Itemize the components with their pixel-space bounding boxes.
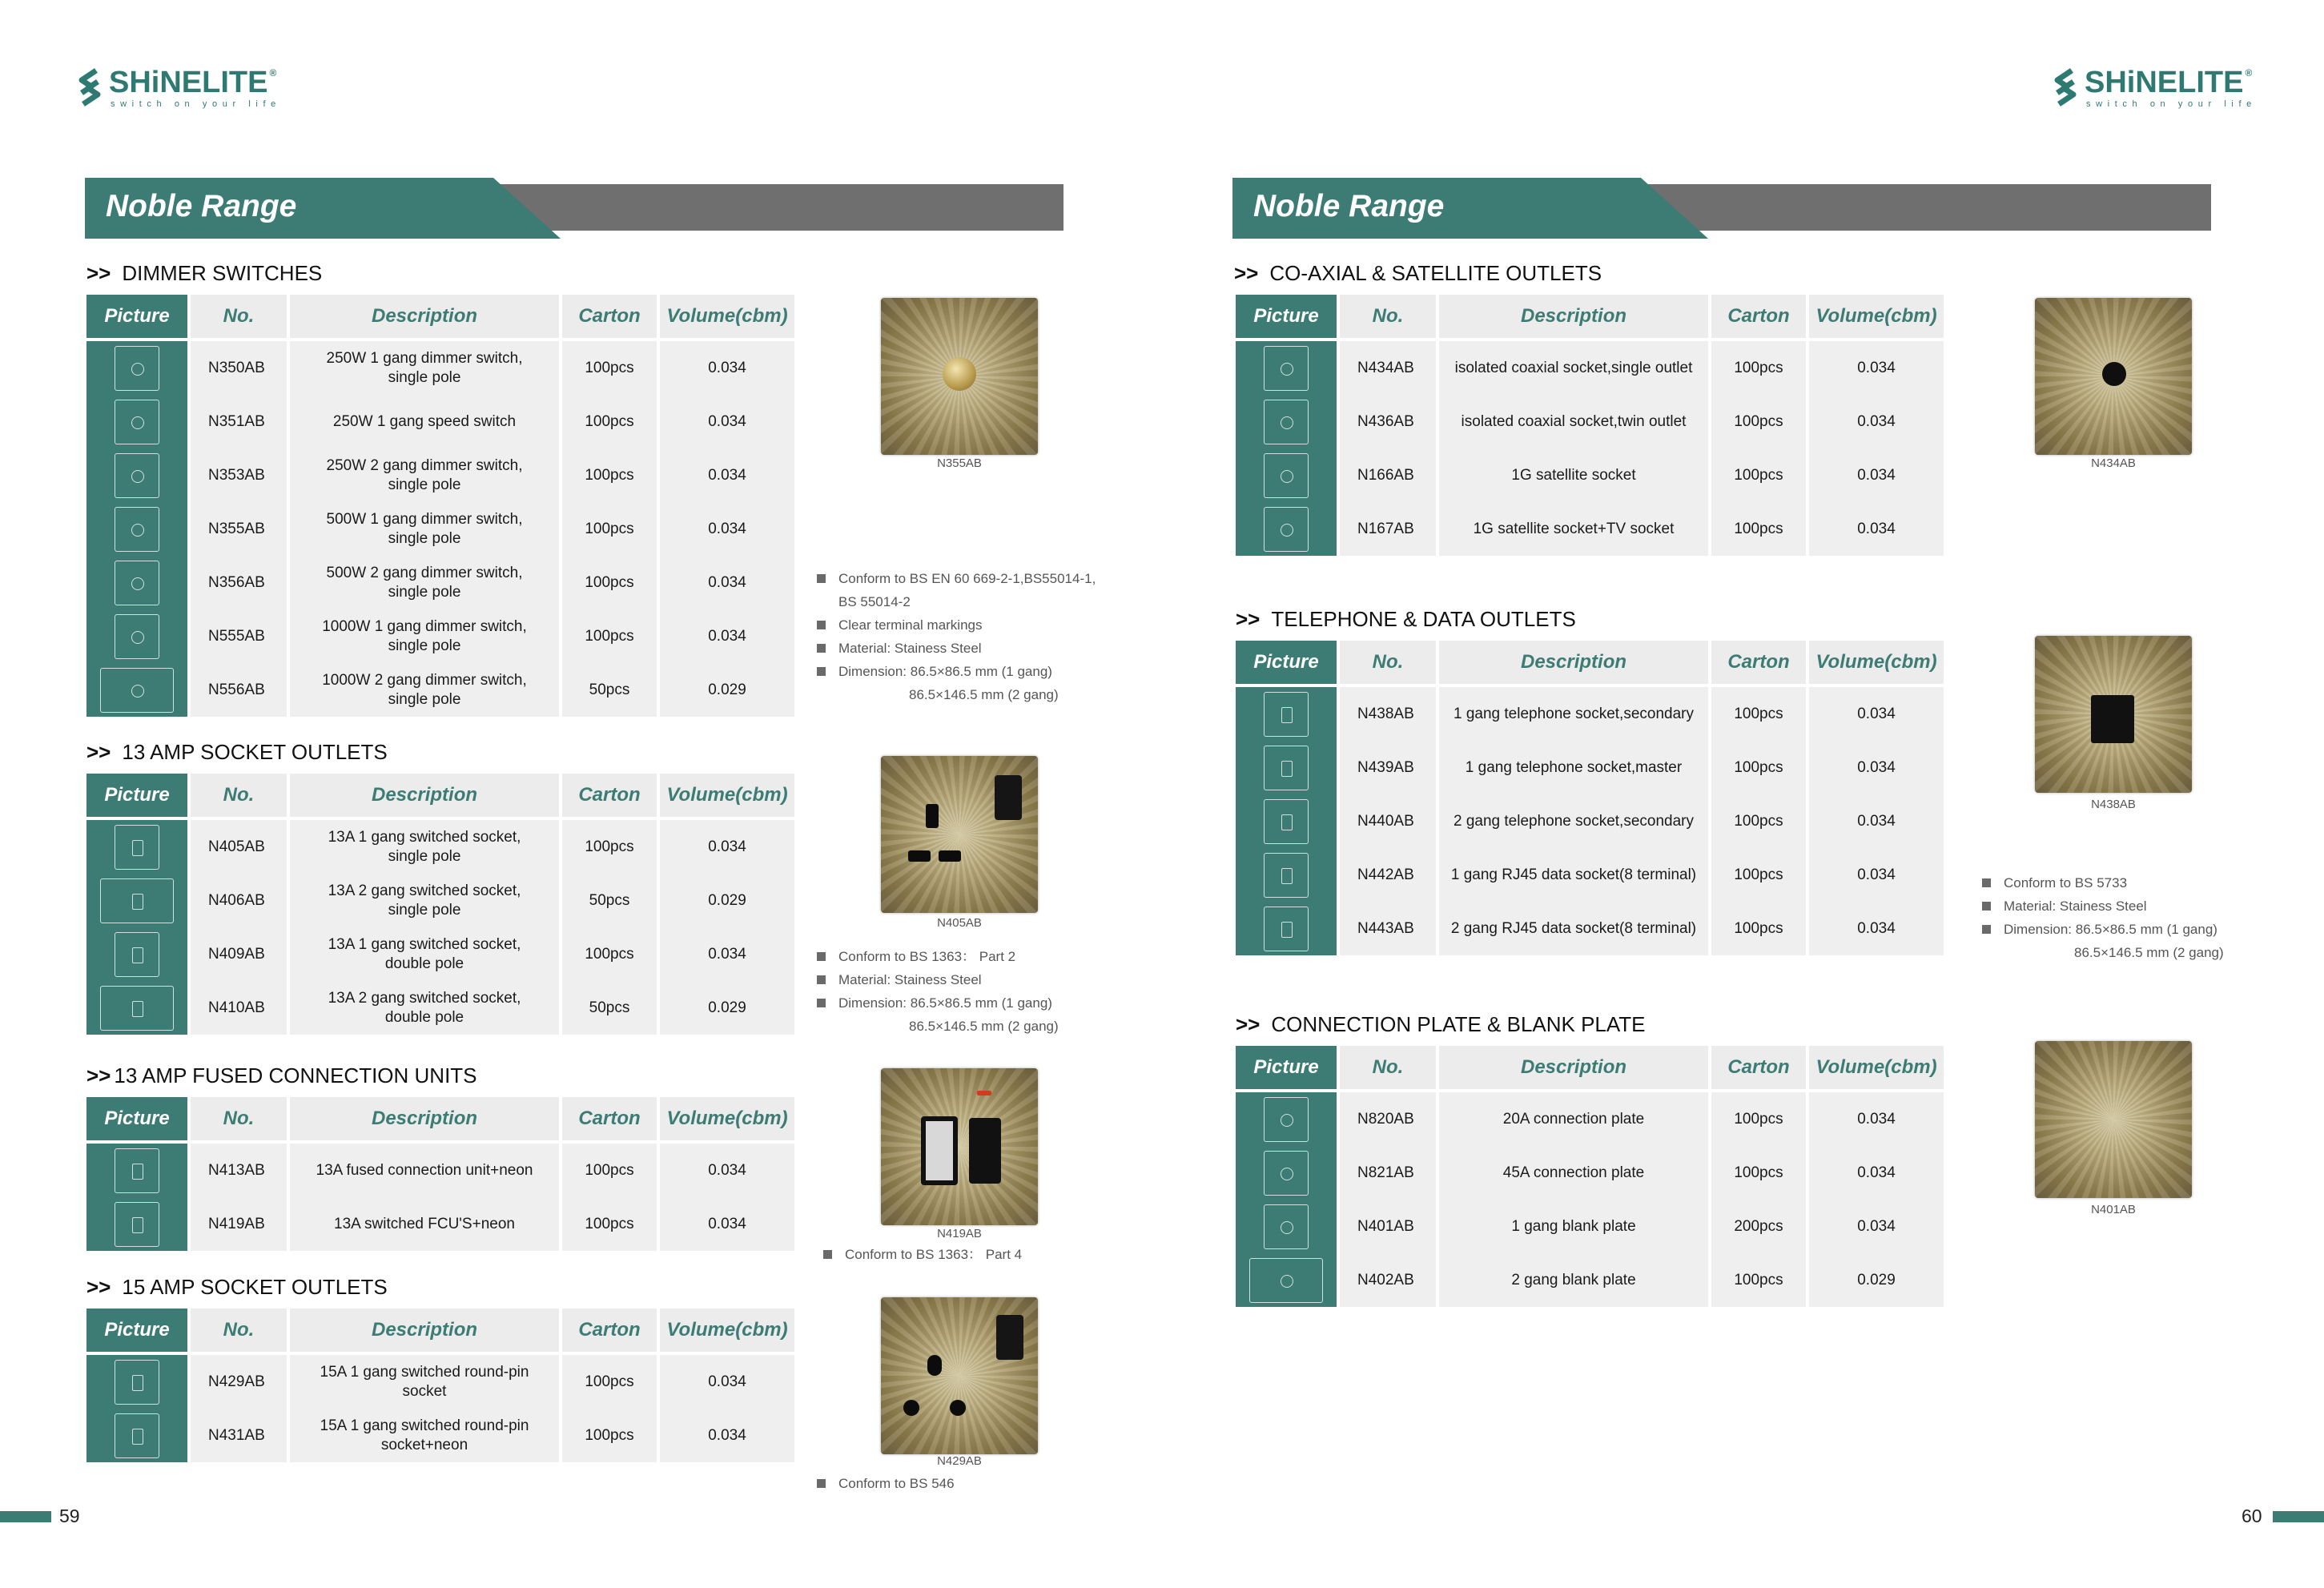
table-header — [86, 774, 794, 820]
neon-indicator-icon — [977, 1091, 991, 1096]
table-row: N410AB 13A 2 gang switched socket, double pole 50pcs 0.029 — [86, 981, 794, 1035]
section-title-13a-socket: >> 13 AMP SOCKET OUTLETS — [86, 740, 388, 764]
header-description: Description — [1439, 641, 1711, 687]
product-photo-n429ab — [881, 1297, 1038, 1454]
photo-caption: N429AB — [937, 1454, 982, 1468]
photo-caption: N405AB — [937, 916, 982, 930]
section-title-coaxial: >> CO-AXIAL & SATELLITE OUTLETS — [1234, 261, 1602, 285]
dimmer-switch-thumbnail-icon — [115, 346, 159, 391]
socket-2gang-thumbnail-icon — [100, 986, 174, 1031]
range-title: Noble Range — [1253, 189, 1445, 223]
telephone-socket-thumbnail-icon — [1264, 746, 1309, 790]
round-pin-icon — [903, 1400, 919, 1416]
table-telephone-data-outlets — [1236, 641, 1944, 955]
header-volume: Volume(cbm) — [660, 774, 794, 820]
telephone-2gang-thumbnail-icon — [1264, 799, 1309, 844]
dimmer-switch-thumbnail-icon — [115, 507, 159, 552]
shinelite-logo-icon — [2051, 67, 2080, 107]
product-photo-n355ab — [881, 298, 1038, 455]
brand-registered-mark: ® — [2245, 67, 2253, 78]
brand-tagline: switch on your life — [2086, 99, 2257, 109]
header-picture: Picture — [86, 774, 191, 820]
rj45-socket-thumbnail-icon — [1264, 853, 1309, 898]
table-row: N166AB 1G satellite socket 100pcs 0.034 — [1236, 448, 1944, 502]
table-row: N355AB 500W 1 gang dimmer switch, single pole 100pcs 0.034 — [86, 502, 794, 556]
table-row: N442AB 1 gang RJ45 data socket(8 terminal) 100pcs 0.034 — [1236, 848, 1944, 902]
photo-caption: N434AB — [2091, 456, 2136, 470]
pin-icon — [939, 850, 961, 862]
catalog-page-right — [1162, 0, 2324, 1588]
table-row: N439AB 1 gang telephone socket,master 100pcs 0.034 — [1236, 741, 1944, 794]
table-row: N419AB 13A switched FCU'S+neon 100pcs 0.034 — [86, 1197, 794, 1251]
specs-telephone: Conform to BS 5733 Material: Stainess Steel Dimension: 86.5×86.5 mm (1 gang) 86.5×146.5 mm (2 gang) — [1982, 871, 2224, 964]
header-no: No. — [191, 1097, 290, 1144]
header-picture: Picture — [86, 1097, 191, 1144]
table-15a-socket-outlets — [86, 1309, 794, 1462]
shinelite-logo-icon — [75, 67, 104, 107]
header-no: No. — [191, 1309, 290, 1355]
header-volume: Volume(cbm) — [660, 1309, 794, 1355]
table-row: N356AB 500W 2 gang dimmer switch, single pole 100pcs 0.034 — [86, 556, 794, 609]
fused-unit-thumbnail-icon — [115, 1148, 159, 1193]
table-row: N436AB isolated coaxial socket,twin outlet 100pcs 0.034 — [1236, 395, 1944, 448]
dimmer-switch-thumbnail-icon — [115, 453, 159, 498]
table-header — [1236, 295, 1944, 341]
page-number-bar — [0, 1511, 51, 1522]
header-volume: Volume(cbm) — [1809, 295, 1944, 341]
product-photo-n405ab — [881, 756, 1038, 913]
specs-15a: Conform to BS 546 — [817, 1472, 955, 1495]
satellite-tv-socket-thumbnail-icon — [1264, 507, 1309, 552]
table-row: N555AB 1000W 1 gang dimmer switch, single pole 100pcs 0.034 — [86, 609, 794, 663]
table-row: N556AB 1000W 2 gang dimmer switch, single pole 50pcs 0.029 — [86, 663, 794, 717]
dimmer-knob-icon — [943, 357, 976, 391]
table-row: N429AB 15A 1 gang switched round-pin socket 100pcs 0.034 — [86, 1355, 794, 1409]
socket-thumbnail-icon — [115, 825, 159, 870]
dimmer-switch-thumbnail-icon — [115, 561, 159, 605]
section-title-telephone: >> TELEPHONE & DATA OUTLETS — [1236, 607, 1576, 631]
switch-icon — [969, 1118, 1001, 1184]
table-row: N409AB 13A 1 gang switched socket, double pole 100pcs 0.034 — [86, 927, 794, 981]
table-row: N350AB 250W 1 gang dimmer switch, single pole 100pcs 0.034 — [86, 341, 794, 395]
header-picture: Picture — [1236, 295, 1340, 341]
product-photo-n419ab — [881, 1068, 1038, 1225]
range-header — [1232, 178, 2211, 239]
section-title-dimmer: >> DIMMER SWITCHES — [86, 261, 323, 285]
rocker-switch-icon — [995, 775, 1022, 820]
socket-2gang-thumbnail-icon — [100, 878, 174, 923]
header-description: Description — [290, 1097, 562, 1144]
table-header — [1236, 1046, 1944, 1092]
brand-logo — [2051, 67, 2257, 109]
table-row: N405AB 13A 1 gang switched socket, single pole 100pcs 0.034 — [86, 820, 794, 874]
specs-dimmer: Conform to BS EN 60 669-2-1,BS55014-1, BS 55014-2 Clear terminal markings Material: Stainess Steel Dimension: 86.5×86.5 mm (1 gang) 86.5×146.5 mm (2 gang) — [817, 567, 1096, 706]
brand-logo — [75, 67, 281, 109]
telephone-socket-thumbnail-icon — [1264, 692, 1309, 737]
header-picture: Picture — [1236, 1046, 1340, 1092]
coaxial-twin-thumbnail-icon — [1264, 400, 1309, 444]
table-row: N438AB 1 gang telephone socket,secondary 100pcs 0.034 — [1236, 687, 1944, 741]
product-photo-n438ab — [2035, 636, 2192, 793]
header-carton: Carton — [562, 774, 660, 820]
bullet-icon — [817, 999, 826, 1007]
rj45-2gang-thumbnail-icon — [1264, 907, 1309, 951]
bullet-icon — [817, 952, 826, 961]
header-picture: Picture — [86, 295, 191, 341]
page-number-bar — [2273, 1511, 2324, 1522]
header-description: Description — [290, 1309, 562, 1355]
header-picture: Picture — [86, 1309, 191, 1355]
table-header — [86, 295, 794, 341]
table-row: N431AB 15A 1 gang switched round-pin socket+neon 100pcs 0.034 — [86, 1409, 794, 1462]
telephone-port-icon — [2091, 695, 2134, 743]
fuse-holder-icon — [921, 1116, 958, 1185]
bullet-icon — [823, 1250, 832, 1259]
bullet-icon — [817, 667, 826, 676]
range-header — [85, 178, 1063, 239]
photo-caption: N438AB — [2091, 798, 2136, 811]
table-header — [1236, 641, 1944, 687]
header-no: No. — [1340, 295, 1439, 341]
dimmer-switch-2gang-thumbnail-icon — [100, 668, 174, 713]
earth-pin-icon — [926, 804, 939, 828]
page-number: 59 — [59, 1506, 80, 1526]
round-pin-socket-thumbnail-icon — [115, 1413, 159, 1458]
header-carton: Carton — [562, 295, 660, 341]
table-header — [86, 1097, 794, 1144]
table-row: N401AB 1 gang blank plate 200pcs 0.034 — [1236, 1200, 1944, 1253]
socket-thumbnail-icon — [115, 932, 159, 977]
table-row: N443AB 2 gang RJ45 data socket(8 terminal) 100pcs 0.034 — [1236, 902, 1944, 955]
coaxial-socket-thumbnail-icon — [1264, 346, 1309, 391]
rocker-switch-icon — [996, 1315, 1023, 1360]
table-row: N406AB 13A 2 gang switched socket, single pole 50pcs 0.029 — [86, 874, 794, 927]
table-coaxial-satellite-outlets — [1236, 295, 1944, 556]
header-carton: Carton — [1711, 1046, 1809, 1092]
header-carton: Carton — [562, 1097, 660, 1144]
section-title-15a-socket: >> 15 AMP SOCKET OUTLETS — [86, 1275, 388, 1299]
header-no: No. — [1340, 641, 1439, 687]
table-row: N351AB 250W 1 gang speed switch 100pcs 0.034 — [86, 395, 794, 448]
header-volume: Volume(cbm) — [1809, 641, 1944, 687]
blank-plate-2gang-thumbnail-icon — [1249, 1258, 1323, 1303]
bullet-icon — [817, 621, 826, 629]
table-header — [86, 1309, 794, 1355]
brand-tagline: switch on your life — [111, 99, 281, 109]
table-row: N820AB 20A connection plate 100pcs 0.034 — [1236, 1092, 1944, 1146]
round-pin-socket-thumbnail-icon — [115, 1360, 159, 1405]
switched-fcu-thumbnail-icon — [115, 1202, 159, 1247]
header-volume: Volume(cbm) — [660, 295, 794, 341]
bullet-icon — [1982, 925, 1991, 934]
connection-plate-thumbnail-icon — [1264, 1097, 1309, 1142]
table-fused-connection-units — [86, 1097, 794, 1251]
table-row: N167AB 1G satellite socket+TV socket 100pcs 0.034 — [1236, 502, 1944, 556]
pin-icon — [908, 850, 931, 862]
bullet-icon — [817, 975, 826, 984]
photo-caption: N419AB — [937, 1227, 982, 1240]
header-no: No. — [191, 774, 290, 820]
header-description: Description — [290, 774, 562, 820]
blank-plate-thumbnail-icon — [1264, 1204, 1309, 1249]
coaxial-port-icon — [2102, 362, 2126, 386]
bullet-icon — [817, 1479, 826, 1488]
header-carton: Carton — [1711, 295, 1809, 341]
header-description: Description — [1439, 295, 1711, 341]
brand-registered-mark: ® — [269, 67, 277, 78]
photo-caption: N355AB — [937, 456, 982, 470]
page-number: 60 — [2242, 1506, 2262, 1526]
table-row: N821AB 45A connection plate 100pcs 0.034 — [1236, 1146, 1944, 1200]
round-pin-icon — [927, 1355, 942, 1376]
section-title-connection-plate: >> CONNECTION PLATE & BLANK PLATE — [1236, 1012, 1646, 1036]
table-dimmer-switches — [86, 295, 794, 717]
range-title: Noble Range — [106, 189, 297, 223]
header-carton: Carton — [562, 1309, 660, 1355]
section-title-fused-units: >> 13 AMP FUSED CONNECTION UNITS — [86, 1063, 477, 1087]
speed-switch-thumbnail-icon — [115, 400, 159, 444]
table-row: N402AB 2 gang blank plate 100pcs 0.029 — [1236, 1253, 1944, 1307]
specs-fcu: Conform to BS 1363： Part 4 — [823, 1243, 1022, 1266]
satellite-socket-thumbnail-icon — [1264, 453, 1309, 498]
table-row: N440AB 2 gang telephone socket,secondary 100pcs 0.034 — [1236, 794, 1944, 848]
brand-name: SHiNELITE — [109, 66, 268, 99]
header-picture: Picture — [1236, 641, 1340, 687]
header-no: No. — [191, 295, 290, 341]
dimmer-switch-thumbnail-icon — [115, 614, 159, 659]
table-13a-socket-outlets — [86, 774, 794, 1035]
table-row: N413AB 13A fused connection unit+neon 100pcs 0.034 — [86, 1144, 794, 1197]
connection-plate-thumbnail-icon — [1264, 1151, 1309, 1196]
bullet-icon — [1982, 902, 1991, 911]
round-pin-icon — [950, 1400, 966, 1416]
header-volume: Volume(cbm) — [660, 1097, 794, 1144]
table-connection-blank-plate — [1236, 1046, 1944, 1307]
header-description: Description — [1439, 1046, 1711, 1092]
table-row: N434AB isolated coaxial socket,single outlet 100pcs 0.034 — [1236, 341, 1944, 395]
header-carton: Carton — [1711, 641, 1809, 687]
product-photo-n434ab — [2035, 298, 2192, 455]
table-row: N353AB 250W 2 gang dimmer switch, single pole 100pcs 0.034 — [86, 448, 794, 502]
bullet-icon — [817, 574, 826, 583]
photo-caption: N401AB — [2091, 1203, 2136, 1216]
header-no: No. — [1340, 1046, 1439, 1092]
bullet-icon — [1982, 878, 1991, 887]
bullet-icon — [817, 644, 826, 653]
header-description: Description — [290, 295, 562, 341]
product-photo-n401ab — [2035, 1041, 2192, 1198]
specs-socket: Conform to BS 1363： Part 2 Material: Stainess Steel Dimension: 86.5×86.5 mm (1 gang) 86.5×146.5 mm (2 gang) — [817, 945, 1059, 1038]
header-volume: Volume(cbm) — [1809, 1046, 1944, 1092]
brand-name: SHiNELITE — [2085, 66, 2244, 99]
